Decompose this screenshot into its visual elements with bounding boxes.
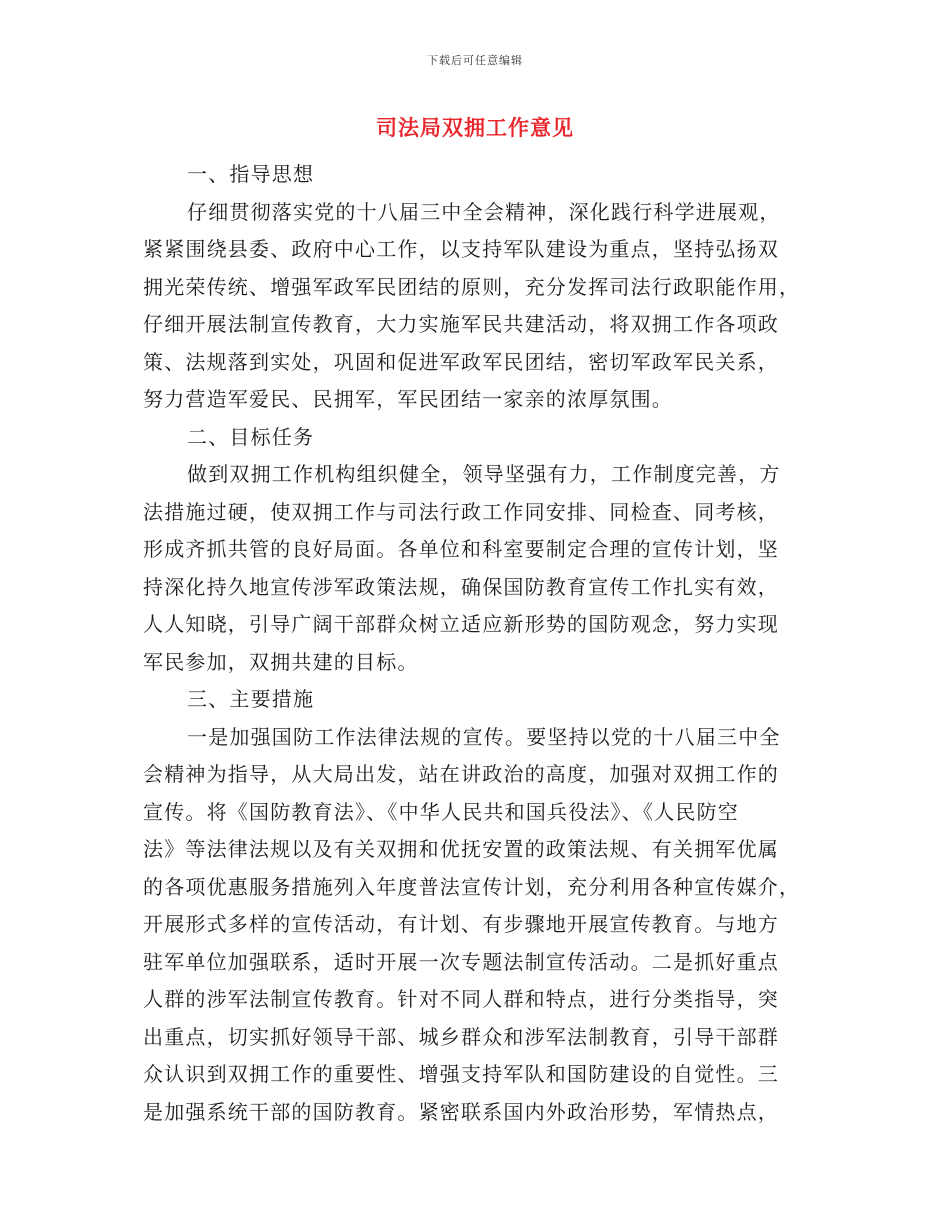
text-line: 策、法规落到实处，巩固和促进军政军民团结，密切军政军民关系， (143, 349, 779, 374)
text-line: 宣传。将《国防教育法》、《中华人民共和国兵役法》、《人民防空 (143, 799, 739, 824)
text-line: 做到双拥工作机构组织健全，领导坚强有力，工作制度完善，方 (187, 462, 781, 486)
text-line: 是加强系统干部的国防教育。紧密联系国内外政治形势，军情热点， (143, 1099, 779, 1124)
text-line: 驻军单位加强联系，适时开展一次专题法制宣传活动。二是抓好重点 (143, 949, 779, 974)
text-line: 的各项优惠服务措施列入年度普法宣传计划，充分利用各种宣传媒介， (143, 874, 801, 899)
text-line: 努力营造军爱民、民拥军，军民团结一家亲的浓厚氛围。 (143, 387, 673, 411)
text-line: 人群的涉军法制宣传教育。针对不同人群和特点，进行分类指导，突 (143, 987, 779, 1011)
section-heading: 二、目标任务 (187, 424, 315, 449)
text-line: 持深化持久地宣传涉军政策法规，确保国防教育宣传工作扎实有效， (143, 574, 779, 599)
text-line: 出重点，切实抓好领导干部、城乡群众和涉军法制教育，引导干部群 (143, 1024, 779, 1049)
text-line: 仔细贯彻落实党的十八届三中全会精神，深化践行科学进展观， (187, 199, 781, 224)
text-line: 军民参加，双拥共建的目标。 (143, 649, 419, 674)
text-line: 会精神为指导，从大局出发，站在讲政治的高度，加强对双拥工作的 (143, 762, 779, 786)
section-heading: 一、指导思想 (187, 162, 315, 186)
text-line: 人人知晓，引导广阔干部群众树立适应新形势的国防观念，努力实现 (143, 612, 779, 636)
text-line: 开展形式多样的宣传活动，有计划、有步骤地开展宣传教育。与地方 (143, 912, 779, 936)
text-line: 紧紧围绕县委、政府中心工作，以支持军队建设为重点，坚持弘扬双 (143, 237, 779, 261)
document-body (143, 156, 807, 1131)
text-line: 众认识到双拥工作的重要性、增强支持军队和国防建设的自觉性。三 (143, 1062, 779, 1086)
text-line: 形成齐抓共管的良好局面。各单位和科室要制定合理的宣传计划，坚 (143, 537, 779, 561)
text-line: 拥光荣传统、增强军政军民团结的原则，充分发挥司法行政职能作用， (143, 274, 801, 299)
header-note: 下载后可任意编辑 (427, 54, 523, 67)
page-title: 司法局双拥工作意见 (376, 115, 574, 140)
section-heading: 三、主要措施 (187, 687, 315, 711)
text-line: 法措施过硬，使双拥工作与司法行政工作同安排、同检查、同考核， (143, 499, 779, 524)
text-line: 仔细开展法制宣传教育，大力实施军民共建活动，将双拥工作各项政 (143, 312, 779, 336)
text-line: 一是加强国防工作法律法规的宣传。要坚持以党的十八届三中全 (187, 724, 781, 749)
text-line: 法》等法律法规以及有关双拥和优抚安置的政策法规、有关拥军优属 (143, 837, 779, 861)
